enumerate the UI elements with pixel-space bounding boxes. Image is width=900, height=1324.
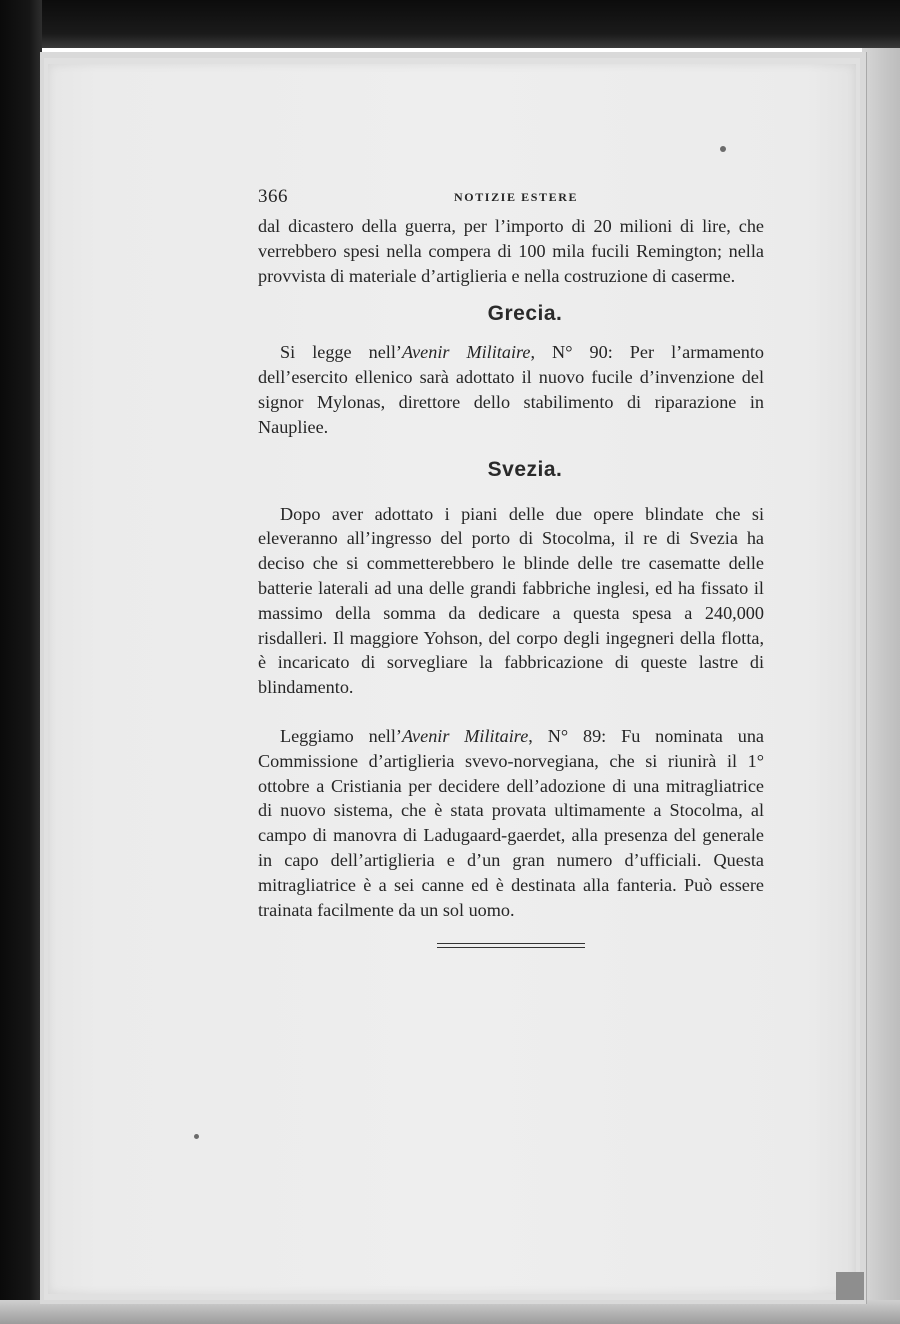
closing-double-rule xyxy=(437,942,585,949)
section-heading-grecia: Grecia. xyxy=(487,302,563,326)
paragraph-text: , N° 89: Fu nominata una Commissione d’artiglieria svevo-norvegiana, che si riunirà il 1° ottobre a Cristiania per decidere dell’adozione di una mitragliatrice di nuovo sistema, che è stata provata ultimamente a Stocolma, al campo di manovra di Ladugaard-gaerdet, alla presenza del generale in capo dell’artiglieria e d’un gran numero d’ufficiali. Questa mitragliatrice è a sei canne ed è destinata alla fanteria. Può essere trainata facilmente da un sol uomo. xyxy=(258,725,764,920)
scanner-background-right xyxy=(862,48,900,1308)
opening-paragraph: dal dicastero della guerra, per l’importo di 20 milioni di lire, che verrebbero spesi nella compera di 100 mila fucili Remington; nella provvista di materiale d’artiglieria e nella costruzione di caserme. xyxy=(258,216,764,286)
paragraph-gap xyxy=(258,700,764,724)
page-corner-shadow xyxy=(836,1272,864,1300)
ink-speck xyxy=(720,146,726,152)
paragraph-text: , N° 90: Per l’armamento dell’esercito ellenico sarà adottato il nuovo fucile d’invenzione del signor Mylonas, direttore dello stabilimento di riparazione in Naupliee. xyxy=(258,342,764,437)
paragraph-svezia-2 xyxy=(258,724,764,922)
page-text-block xyxy=(258,186,764,949)
publication-title: Avenir Militaire xyxy=(401,725,529,746)
page-header xyxy=(258,186,764,214)
section-heading-svezia: Svezia. xyxy=(487,457,563,481)
paragraph-text: Leggiamo nell’ xyxy=(280,725,402,746)
publication-title: Avenir Militaire xyxy=(401,342,531,363)
scanner-background-left xyxy=(0,0,42,1324)
scanner-background-top xyxy=(0,0,900,48)
paragraph-svezia-1: Dopo aver adottato i piani delle due opere blindate che si eleveranno all’ingresso del porto di Stocolma, il re di Svezia ha deciso che si commetterebbero le blinde delle tre casematte delle batterie laterali ad una delle grandi fabbriche inglesi, ed ha fissato il massimo della somma da dedicare a questa spesa a 240,000 risdalleri. Il maggiore Yohson, del corpo degli ingegneri della flotta, è incaricato di sorvegliare la fabbricazione di queste lastre di blindamento. xyxy=(258,503,764,698)
page-number: 366 xyxy=(258,186,288,207)
running-head: NOTIZIE ESTERE xyxy=(454,190,579,204)
paragraph-grecia xyxy=(258,340,764,439)
ink-speck xyxy=(194,1134,199,1139)
paragraph-text: Si legge nell’ xyxy=(280,342,402,363)
